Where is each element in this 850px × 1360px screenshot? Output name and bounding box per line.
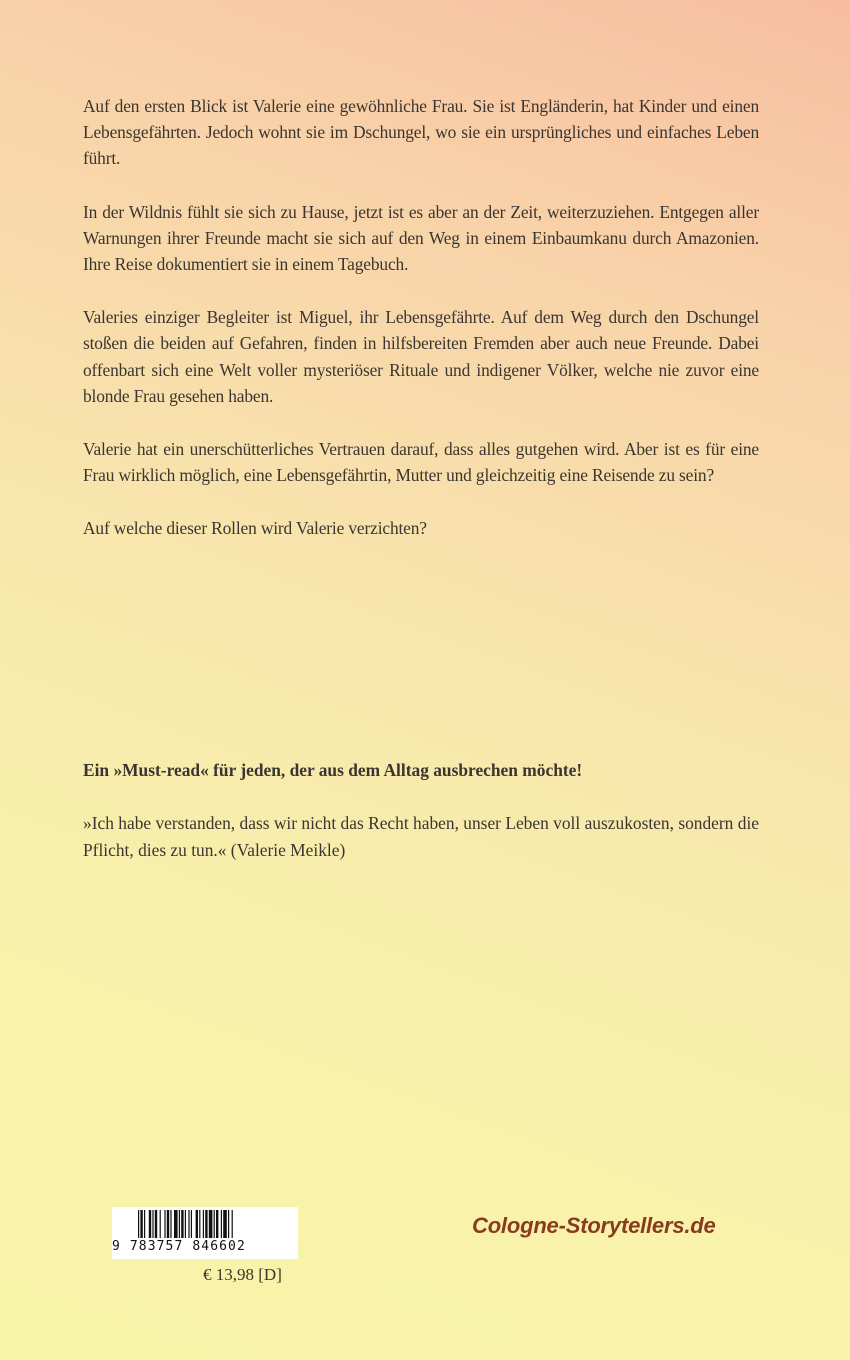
barcode-bar xyxy=(181,1210,183,1238)
barcode-bar xyxy=(209,1210,213,1238)
barcode-bar xyxy=(170,1210,171,1238)
barcode-bar xyxy=(152,1210,153,1238)
isbn-barcode xyxy=(112,1207,298,1259)
barcode-bar xyxy=(216,1210,218,1238)
barcode-bar xyxy=(138,1210,139,1238)
barcode-bar xyxy=(223,1210,227,1238)
barcode-bar xyxy=(174,1210,178,1238)
barcode-digits: 9 783757 846602 xyxy=(112,1239,246,1254)
blurb-paragraph-1: Auf den ersten Blick ist Valerie eine gewöhnliche Frau. Sie ist Engländerin, hat Kinder und einen Lebensgefährten. Jedoch wohnt sie im Dschungel, wo sie ein ursprüngliches und einfaches Leben führt. xyxy=(83,96,759,169)
barcode-bar xyxy=(188,1210,189,1238)
back-cover-blurb xyxy=(83,93,759,569)
barcode-bar xyxy=(221,1210,222,1238)
author-quote: »Ich habe verstanden, dass wir nicht das Recht haben, unser Leben voll auszukosten, sondern die Pflicht, dies zu tun.« (Valerie Meikle) xyxy=(83,813,759,860)
barcode-bar xyxy=(144,1210,145,1238)
barcode-bar xyxy=(203,1210,204,1238)
blurb-paragraph-2: In der Wildnis fühlt sie sich zu Hause, jetzt ist es aber an der Zeit, weiterzuziehen. Entgegen aller Warnungen ihrer Freunde macht sie sich auf den Weg in einem Einbaumkanu durch Amazonien. Ihre Reise dokumentiert sie in einem Tagebuch. xyxy=(83,201,759,275)
barcode-bar xyxy=(140,1210,142,1238)
barcode-bar xyxy=(205,1210,207,1238)
price: € 13,98 [D] xyxy=(203,1265,282,1284)
barcode-bar xyxy=(179,1210,180,1238)
barcode-bar xyxy=(214,1210,215,1238)
blurb-paragraph-4: Valerie hat ein unerschütterliches Vertrauen darauf, dass alles gutgehen wird. Aber ist es für eine Frau wirklich möglich, eine Lebensgefährtin, Mutter und gleichzeitig eine Reisende zu sein? xyxy=(83,439,759,486)
blurb-paragraph-5: Auf welche dieser Rollen wird Valerie verzichten? xyxy=(83,518,427,539)
barcode-bar xyxy=(167,1210,169,1238)
tagline: Ein »Must-read« für jeden, der aus dem Alltag ausbrechen möchte! xyxy=(83,760,583,780)
barcode-bar xyxy=(164,1210,165,1238)
barcode-bar xyxy=(160,1210,161,1238)
barcode-bar xyxy=(149,1210,151,1238)
barcode-bar xyxy=(196,1210,198,1238)
barcode-bar xyxy=(155,1210,157,1238)
barcode-bar xyxy=(191,1210,192,1238)
barcode-bar xyxy=(199,1210,200,1238)
barcode-bar xyxy=(232,1210,233,1238)
barcode-bar xyxy=(185,1210,186,1238)
barcode-bars xyxy=(138,1210,274,1238)
barcode-bar xyxy=(228,1210,229,1238)
publisher-website: Cologne-Storytellers.de xyxy=(472,1213,716,1238)
blurb-paragraph-3: Valeries einziger Begleiter ist Miguel, ihr Lebensgefährte. Auf dem Weg durch den Dschungel stoßen die beiden auf Gefahren, finden in hilfsbereiten Fremden aber auch neue Freunde. Dabei offenbart sich eine Welt voller mysteriöser Rituale und indigener Völker, welche nie zuvor eine blonde Frau gesehen haben. xyxy=(83,307,759,406)
